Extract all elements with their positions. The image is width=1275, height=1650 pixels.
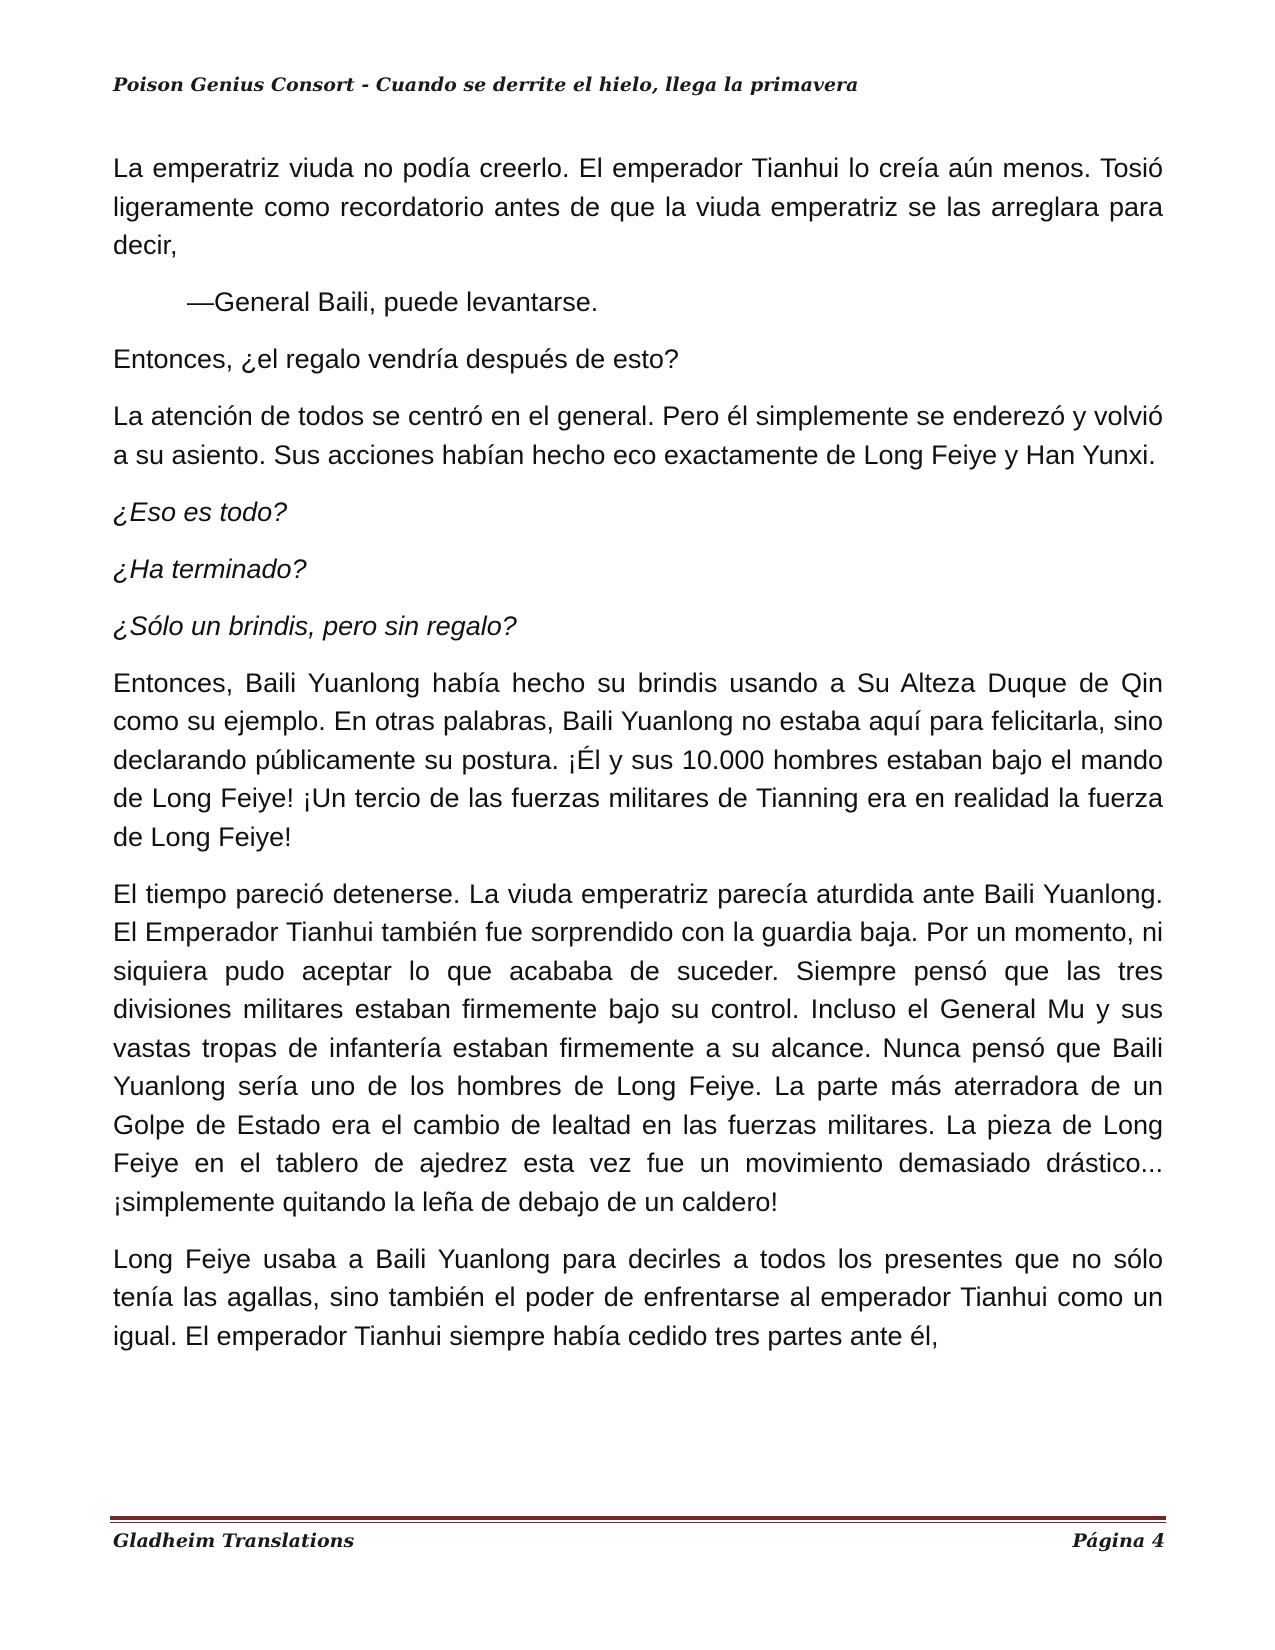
footer-divider-thick: [110, 1516, 1166, 1520]
footer-divider-thin: [110, 1522, 1166, 1523]
footer-divider: [110, 1516, 1166, 1523]
body-text: [113, 149, 1163, 1374]
thought-line: ¿Ha terminado?: [113, 553, 307, 584]
thought-line: ¿Sólo un brindis, pero sin regalo?: [113, 610, 517, 641]
paragraph: La emperatriz viuda no podía creerlo. El emperador Tianhui lo creía aún menos. Tosió ligeramente como recordatorio antes de que la viuda emperatriz se las arreglara para decir,: [113, 153, 1163, 260]
dialogue-line: —General Baili, puede levantarse.: [187, 287, 599, 317]
page-number: Página 4: [1072, 1530, 1165, 1552]
paragraph: El tiempo pareció detenerse. La viuda emperatriz parecía aturdida ante Baili Yuanlong. El Emperador Tianhui también fue sorprendido con la guardia baja. Por un momento, ni siquiera pudo aceptar lo que acababa de suceder. Siempre pensó que las tres divisiones militares estaban firmemente bajo su control. Incluso el General Mu y sus vastas tropas de infantería estaban firmemente a su alcance. Nunca pensó que Baili Yuanlong sería uno de los hombres de Long Feiye. La parte más aterradora de un Golpe de Estado era el cambio de lealtad en las fuerzas militares. La pieza de Long Feiye en el tablero de ajedrez esta vez fue un movimiento demasiado drástico... ¡simplemente quitando la leña de debajo de un caldero!: [113, 878, 1163, 1217]
running-header: Poison Genius Consort - Cuando se derrite el hielo, llega la primavera: [113, 74, 859, 96]
paragraph: Entonces, Baili Yuanlong había hecho su brindis usando a Su Alteza Duque de Qin como su ejemplo. En otras palabras, Baili Yuanlong no estaba aquí para felicitarla, sino declarando públicamente su postura. ¡Él y sus 10.000 hombres estaban bajo el mando de Long Feiye! ¡Un tercio de las fuerzas militares de Tianning era en realidad la fuerza de Long Feiye!: [113, 667, 1163, 852]
paragraph: Long Feiye usaba a Baili Yuanlong para decirles a todos los presentes que no sólo tenía las agallas, sino también el poder de enfrentarse al emperador Tianhui como un igual. El emperador Tianhui siempre había cedido tres partes ante él,: [113, 1243, 1163, 1351]
paragraph: Entonces, ¿el regalo vendría después de esto?: [113, 344, 679, 374]
paragraph: La atención de todos se centró en el general. Pero él simplemente se enderezó y volvió a su asiento. Sus acciones habían hecho eco exactamente de Long Feiye y Han Yunxi.: [113, 401, 1163, 470]
footer-publisher: Gladheim Translations: [113, 1530, 355, 1552]
thought-line: ¿Eso es todo?: [113, 496, 288, 527]
